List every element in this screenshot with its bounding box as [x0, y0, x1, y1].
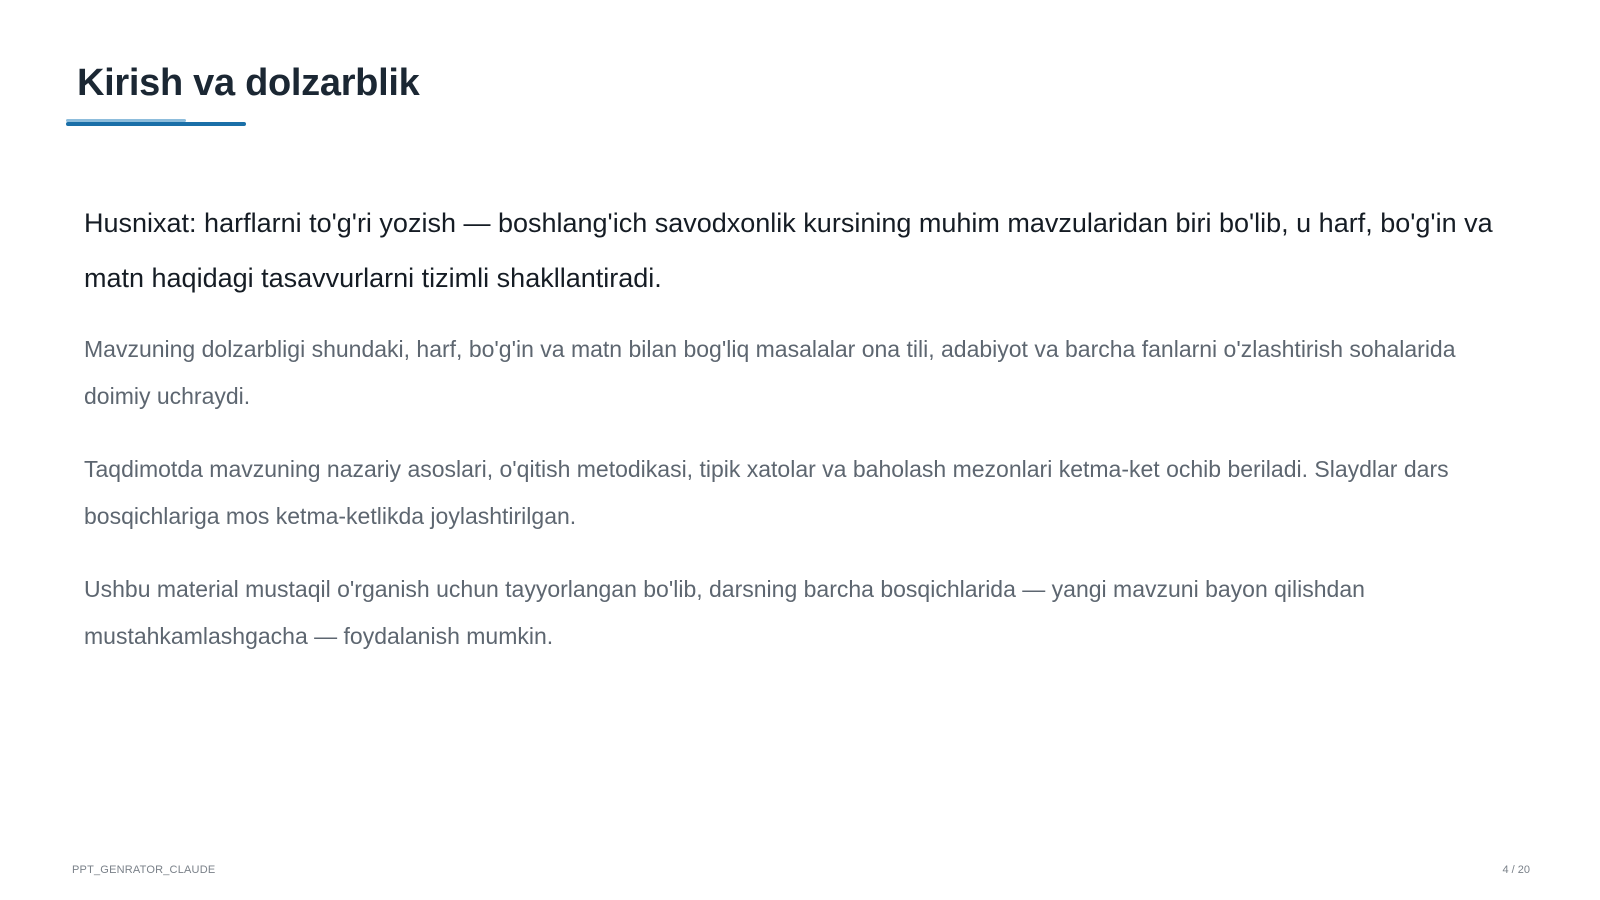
- title-underline: [66, 122, 246, 126]
- body-paragraph-1: Mavzuning dolzarbligi shundaki, harf, bo'g'in va matn bilan bog'liq masalalar ona tili, adabiyot va barcha fanlarni o'zlashtirish sohalarida doimiy uchraydi.: [84, 336, 1456, 409]
- body-paragraph-2: Taqdimotda mavzuning nazariy asoslari, o'qitish metodikasi, tipik xatolar va baholash mezonlari ketma-ket ochib beriladi. Slaydlar dars bosqichlariga mos ketma-ketlikda joylashtirilgan.: [84, 456, 1449, 529]
- slide-content: [84, 196, 1524, 686]
- footer-source: PPT_GENRATOR_CLAUDE: [72, 864, 216, 876]
- slide-title: Kirish va dolzarblik: [77, 62, 420, 104]
- page-number: 4 / 20: [1502, 864, 1530, 876]
- body-paragraph-3: Ushbu material mustaqil o'rganish uchun tayyorlangan bo'lib, darsning barcha bosqichlarida — yangi mavzuni bayon qilishdan mustahkamlashgacha — foydalanish mumkin.: [84, 576, 1365, 649]
- lead-paragraph: Husnixat: harflarni to'g'ri yozish — boshlang'ich savodxonlik kursining muhim mavzularidan biri bo'lib, u harf, bo'g'in va matn haqidagi tasavvurlarni tizimli shakllantiradi.: [84, 208, 1493, 293]
